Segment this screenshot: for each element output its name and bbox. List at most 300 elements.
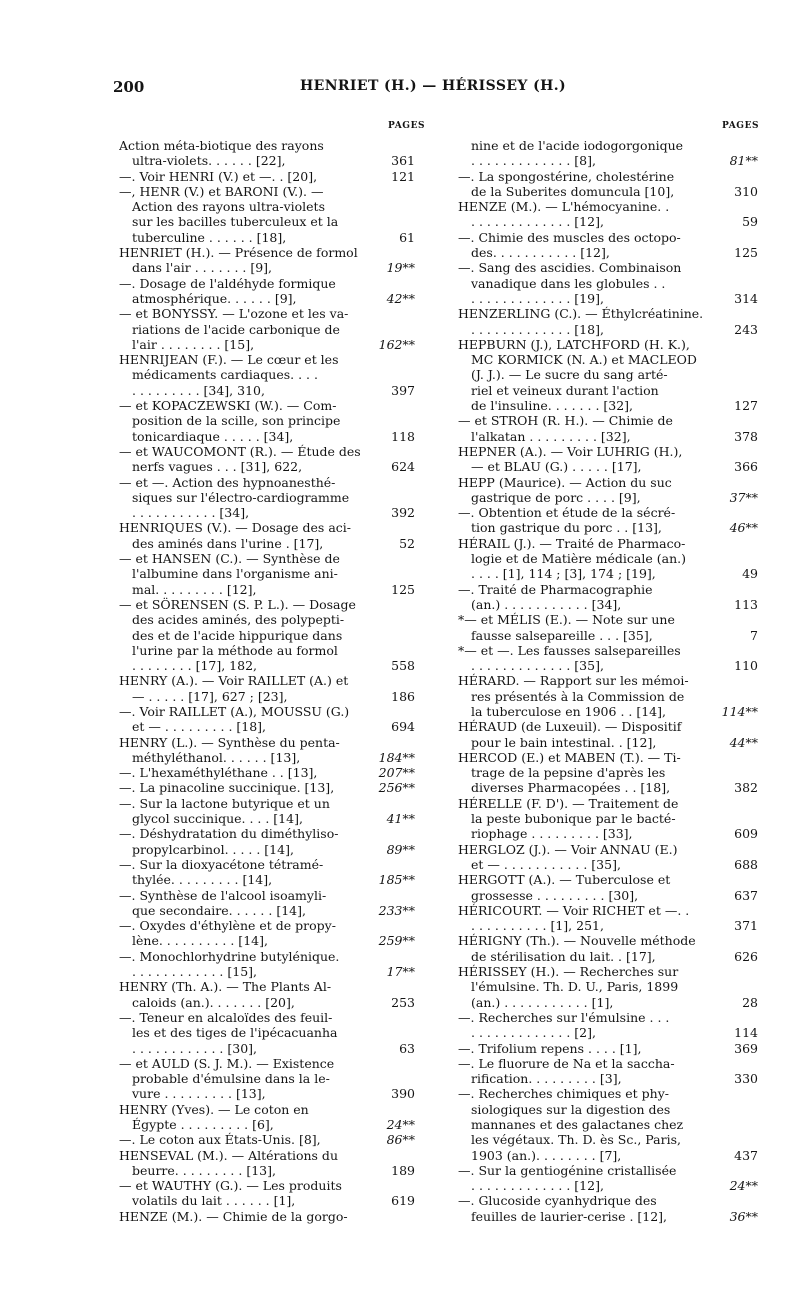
entry-text: glycol succinique. . . . [14], [132, 811, 303, 827]
index-entry-line [119, 658, 415, 673]
entry-page-ref [718, 367, 758, 382]
index-entry-line [119, 459, 415, 474]
entry-page-ref [718, 1163, 758, 1178]
index-entry-line [119, 245, 415, 260]
entry-page-ref: 52 [399, 535, 415, 551]
index-entry-line [119, 1132, 415, 1147]
entry-text: HERGOTT (A.). — Tuberculose et [458, 872, 671, 888]
entry-page-ref [371, 1056, 415, 1071]
entry-page-ref [718, 673, 758, 688]
index-entry-line [458, 1193, 758, 1208]
entry-page-ref [718, 260, 758, 275]
entry-page-ref [718, 811, 758, 826]
entry-text: (J. J.). — Le sucre du sang arté- [471, 367, 668, 383]
entry-page-ref [718, 750, 758, 765]
entry-page-ref [718, 612, 758, 627]
index-entry-line [119, 888, 415, 903]
entry-page-ref: 19** [386, 260, 415, 276]
entry-page-ref [718, 199, 758, 214]
index-entry-line [119, 337, 415, 352]
entry-page-ref [371, 857, 415, 872]
index-entry-line [458, 444, 758, 459]
entry-text: —. L'hexaméthyléthane . . [13], [119, 765, 318, 781]
entry-page-ref [371, 1071, 415, 1086]
entry-page-ref: 114** [721, 703, 758, 719]
entry-page-ref [718, 842, 758, 857]
index-entry-line [458, 1010, 758, 1025]
index-entry-line [458, 995, 758, 1010]
index-entry-line [458, 291, 758, 306]
entry-page-ref: 694 [391, 719, 415, 735]
index-entry-line [458, 367, 758, 382]
index-entry-line [458, 888, 758, 903]
entry-text: —. Sang des ascidies. Combinaison [458, 260, 682, 276]
entry-page-ref [718, 872, 758, 887]
index-entry-line [119, 842, 415, 857]
index-entry-line [119, 398, 415, 413]
entry-text: les et des tiges de l'ipécacuanha [132, 1025, 338, 1041]
entry-text: —. Oxydes d'éthylène et de propy- [119, 918, 336, 934]
entry-text: HÉRARD. — Rapport sur les mémoi- [458, 673, 689, 689]
entry-page-ref [718, 689, 758, 704]
entry-page-ref: 189 [391, 1162, 415, 1178]
entry-text: les végétaux. Th. D. ès Sc., Paris, [471, 1132, 681, 1148]
entry-page-ref [718, 1086, 758, 1101]
entry-text: HENRY (L.). — Synthèse du penta- [119, 734, 340, 750]
entry-text: sur les bacilles tuberculeux et la [132, 214, 339, 230]
index-entry-line [458, 658, 758, 673]
index-entry-line [458, 153, 758, 168]
index-entry-line [119, 933, 415, 948]
index-entry-line [119, 276, 415, 291]
entry-page-ref [371, 444, 415, 459]
entry-text: vure . . . . . . . . . [13], [132, 1086, 266, 1102]
entry-page-ref [718, 1010, 758, 1025]
index-entry-line [458, 1209, 758, 1224]
index-entry-line [458, 842, 758, 857]
entry-text: des et de l'acide hippurique dans [132, 627, 343, 643]
index-entry-line [458, 429, 758, 444]
entry-page-ref: 392 [391, 505, 415, 521]
index-entry-line [119, 536, 415, 551]
entry-text: propylcarbinol. . . . . [14], [132, 841, 294, 857]
entry-page-ref: 61 [399, 229, 415, 245]
entry-page-ref [718, 1102, 758, 1117]
entry-page-ref: 626 [734, 948, 758, 964]
entry-text: la tuberculose en 1906 . . [14], [471, 703, 666, 719]
index-entry-line [458, 1148, 758, 1163]
entry-page-ref [371, 520, 415, 535]
entry-text: tonicardiaque . . . . . [34], [132, 428, 294, 444]
entry-text: nerfs vagues . . . [31], 622, [132, 459, 303, 475]
index-entry-line [119, 1102, 415, 1117]
entry-text: —. Le fluorure de Na et la saccha- [458, 1055, 675, 1071]
entry-text: —. Sur la lactone butyrique et un [119, 795, 330, 811]
entry-page-ref [371, 796, 415, 811]
entry-text: des. . . . . . . . . . . [12], [471, 245, 610, 261]
right-column-pages-label: PAGES [722, 121, 760, 131]
entry-text: . . . . . . . . . . . . . [35], [471, 658, 604, 674]
index-entry-line [458, 230, 758, 245]
entry-text: —. Recherches sur l'émulsine . . . [458, 1009, 670, 1025]
entry-text: l'air . . . . . . . . [15], [132, 336, 255, 352]
entry-page-ref: 110 [734, 658, 758, 674]
entry-text: —. Voir RAILLET (A.), MOUSSU (G.) [119, 703, 350, 719]
entry-text: HÉRICOURT. — Voir RICHET et —. . [458, 902, 690, 918]
entry-text: méthyléthanol. . . . . . [13], [132, 749, 301, 765]
entry-text: et — . . . . . . . . . [18], [132, 719, 267, 735]
entry-page-ref: 42** [386, 290, 415, 306]
entry-text: — et WAUTHY (G.). — Les produits [119, 1178, 342, 1194]
index-entry-line [458, 566, 758, 581]
index-entry-line [458, 490, 758, 505]
index-entry-line [119, 199, 415, 214]
index-entry-line [458, 536, 758, 551]
entry-text: l'alkatan . . . . . . . . . [32], [471, 428, 631, 444]
index-entry-line [119, 566, 415, 581]
entry-page-ref [371, 918, 415, 933]
index-entry-line [119, 260, 415, 275]
entry-page-ref [718, 352, 758, 367]
entry-page-ref [371, 566, 415, 581]
entry-text: — et —. Action des hypnoanesthé- [119, 474, 336, 490]
entry-text: —. Synthèse de l'alcool isoamyli- [119, 887, 327, 903]
index-entry-line [119, 1010, 415, 1025]
index-entry-line [119, 1178, 415, 1193]
entry-page-ref [718, 505, 758, 520]
index-entry-line [119, 826, 415, 841]
entry-text: *— et MÉLIS (E.). — Note sur une [458, 612, 675, 628]
entry-page-ref [371, 138, 415, 153]
index-entry-line [119, 995, 415, 1010]
entry-page-ref: 125 [734, 245, 758, 261]
index-entry-line [119, 1041, 415, 1056]
entry-page-ref: 609 [734, 826, 758, 842]
left-column-pages-label: PAGES [388, 121, 426, 131]
entry-text: . . . . . . . . . . . . . [18], [471, 321, 604, 337]
index-entry-line [458, 857, 758, 872]
entry-text: — et HANSEN (C.). — Synthèse de [119, 551, 340, 567]
index-entry-line [119, 306, 415, 321]
entry-page-ref [718, 1132, 758, 1147]
index-entry-line [458, 1071, 758, 1086]
index-entry-line [119, 765, 415, 780]
entry-page-ref: 619 [391, 1193, 415, 1209]
index-entry-line [458, 383, 758, 398]
entry-page-ref: 86** [386, 1132, 415, 1148]
entry-text: l'albumine dans l'organisme ani- [132, 566, 338, 582]
entry-text: siques sur l'électro-cardiogramme [132, 489, 350, 505]
entry-text: . . . . . . . . . . . . . [2], [471, 1025, 596, 1041]
entry-page-ref [371, 704, 415, 719]
entry-page-ref: 184** [378, 749, 415, 765]
entry-page-ref [718, 1193, 758, 1208]
entry-page-ref [371, 322, 415, 337]
index-entry-line [119, 490, 415, 505]
entry-text: —. Recherches chimiques et phy- [458, 1086, 669, 1102]
entry-page-ref [371, 826, 415, 841]
index-entry-line [119, 1209, 415, 1224]
entry-page-ref: 310 [734, 183, 758, 199]
entry-page-ref: 371 [734, 918, 758, 934]
index-entry-line [458, 765, 758, 780]
index-entry-line [458, 1025, 758, 1040]
entry-text: HERGLOZ (J.). — Voir ANNAU (E.) [458, 841, 678, 857]
entry-text: dans l'air . . . . . . . [9], [132, 260, 273, 276]
entry-text: — et AULD (S. J. M.). — Existence [119, 1055, 335, 1071]
entry-text: . . . . . . . . . . . . . [12], [471, 1178, 604, 1194]
index-entry-line [119, 1086, 415, 1101]
running-title: HENRIET (H.) — HÉRISSEY (H.) [300, 78, 567, 94]
index-entry-line [119, 352, 415, 367]
entry-text: logie et de Matière médicale (an.) [471, 551, 686, 567]
entry-text: Égypte . . . . . . . . . [6], [132, 1117, 274, 1132]
index-entry-line [458, 735, 758, 750]
index-entry-line [119, 811, 415, 826]
index-entry-line [458, 276, 758, 291]
index-entry-line [119, 857, 415, 872]
entry-page-ref [371, 245, 415, 260]
index-entry-line [458, 643, 758, 658]
entry-text: — et SÖRENSEN (S. P. L.). — Dosage [119, 596, 356, 612]
index-entry-line [119, 169, 415, 184]
index-entry-line [119, 1193, 415, 1208]
entry-page-ref: 186 [391, 688, 415, 704]
index-entry-line [458, 949, 758, 964]
entry-page-ref: 46** [729, 520, 758, 536]
index-entry-line [119, 1148, 415, 1163]
entry-text: tion gastrique du porc . . [13], [471, 520, 662, 536]
index-entry-line [458, 1041, 758, 1056]
entry-text: res présentés à la Commission de [471, 688, 685, 704]
entry-text: — et KOPACZEWSKI (W.). — Com- [119, 398, 337, 414]
index-entry-line [458, 459, 758, 474]
index-entry-line [119, 750, 415, 765]
entry-text: probable d'émulsine dans la le- [132, 1071, 330, 1087]
entry-text: — et BONYSSY. — L'ozone et les va- [119, 306, 349, 322]
entry-text: . . . . . . . . . . . . . [19], [471, 290, 604, 306]
entry-page-ref [371, 628, 415, 643]
index-entry-line [119, 673, 415, 688]
entry-page-ref [371, 1010, 415, 1025]
entry-page-ref: 127 [734, 398, 758, 414]
index-entry-line [119, 367, 415, 382]
entry-page-ref [718, 413, 758, 428]
index-entry-line [119, 689, 415, 704]
entry-text: Action méta-biotique des rayons [119, 138, 324, 153]
entry-text: trage de la pepsine d'après les [471, 765, 666, 781]
entry-page-ref [371, 398, 415, 413]
entry-page-ref: 624 [391, 459, 415, 475]
entry-text: Action des rayons ultra-violets [132, 199, 325, 215]
entry-text: . . . . . . . . . . . . [15], [132, 964, 257, 980]
entry-page-ref [371, 888, 415, 903]
index-entry-line [458, 184, 758, 199]
index-entry-line [119, 444, 415, 459]
index-entry-line [458, 322, 758, 337]
entry-text: —. Trifolium repens . . . . [1], [458, 1040, 642, 1056]
index-entry-line [119, 475, 415, 490]
index-entry-line [119, 719, 415, 734]
index-entry-line [119, 1117, 415, 1132]
entry-text: . . . . . . . . . . . . . [8], [471, 153, 596, 169]
entry-page-ref [718, 796, 758, 811]
index-entry-line [119, 520, 415, 535]
entry-page-ref: 89** [386, 841, 415, 857]
entry-page-ref [718, 138, 758, 153]
index-entry-line [119, 413, 415, 428]
entry-text: —. Teneur en alcaloïdes des feuil- [119, 1009, 333, 1025]
entry-page-ref: 113 [734, 596, 758, 612]
entry-text: la peste bubonique par le bacté- [471, 811, 676, 827]
entry-text: . . . . [1], 114 ; [3], 174 ; [19], [471, 566, 656, 582]
entry-text: — et STROH (R. H.). — Chimie de [458, 413, 673, 429]
entry-page-ref: 121 [391, 168, 415, 184]
index-entry-line [119, 322, 415, 337]
entry-page-ref [371, 214, 415, 229]
index-entry-line [119, 979, 415, 994]
index-entry-line [458, 903, 758, 918]
entry-text: HENRY (Yves). — Le coton en [119, 1101, 309, 1117]
index-entry-line [458, 1056, 758, 1071]
index-entry-line [119, 383, 415, 398]
index-entry-line [458, 704, 758, 719]
entry-page-ref [718, 1117, 758, 1132]
entry-text: que secondaire. . . . . . [14], [132, 902, 306, 918]
entry-page-ref: 114 [734, 1025, 758, 1041]
index-entry-line [458, 918, 758, 933]
entry-page-ref [371, 413, 415, 428]
entry-text: . . . . . . . . . . . [34], [132, 505, 250, 521]
entry-page-ref: 688 [734, 856, 758, 872]
entry-text: l'émulsine. Th. D. U., Paris, 1899 [471, 979, 679, 995]
entry-text: riations de l'acide carbonique de [132, 321, 340, 337]
entry-text: MC KORMICK (N. A.) et MACLEOD [471, 352, 697, 368]
index-entry-line [458, 872, 758, 887]
entry-text: beurre. . . . . . . . . [13], [132, 1162, 276, 1178]
index-entry-line [458, 520, 758, 535]
index-column-left [119, 138, 415, 1224]
index-entry-line [119, 230, 415, 245]
index-entry-line [119, 1056, 415, 1071]
index-entry-line [458, 811, 758, 826]
index-entry-line [458, 689, 758, 704]
entry-text: de la Suberites domuncula [10], [471, 183, 675, 199]
entry-text: . . . . . . . . [17], 182, [132, 658, 258, 674]
index-entry-line [119, 872, 415, 887]
entry-page-ref: 17** [386, 964, 415, 980]
entry-page-ref [718, 903, 758, 918]
entry-page-ref: 369 [734, 1040, 758, 1056]
entry-page-ref: 378 [734, 428, 758, 444]
entry-text: HÉRIGNY (Th.). — Nouvelle méthode [458, 933, 696, 949]
entry-page-ref [371, 673, 415, 688]
index-entry-line [458, 612, 758, 627]
entry-page-ref: 233** [378, 902, 415, 918]
entry-page-ref: 41** [386, 811, 415, 827]
entry-text: HENRY (A.). — Voir RAILLET (A.) et [119, 673, 349, 689]
entry-page-ref [718, 230, 758, 245]
entry-text: diverses Pharmacopées . . [18], [471, 780, 671, 796]
index-entry-line [458, 1132, 758, 1147]
entry-page-ref: 81** [729, 153, 758, 169]
entry-text: riophage . . . . . . . . . [33], [471, 826, 633, 842]
entry-page-ref [371, 612, 415, 627]
index-entry-line [119, 597, 415, 612]
index-entry-line [458, 199, 758, 214]
entry-text: . . . . . . . . . . . . . [12], [471, 214, 604, 230]
entry-page-ref: 37** [729, 489, 758, 505]
entry-text: HEPP (Maurice). — Action du suc [458, 474, 672, 490]
index-entry-line [119, 505, 415, 520]
entry-text: HENRIJEAN (F.). — Le cœur et les [119, 352, 339, 368]
entry-page-ref: 7 [750, 627, 758, 643]
entry-page-ref [718, 306, 758, 321]
index-entry-line [119, 628, 415, 643]
entry-page-ref [718, 444, 758, 459]
index-entry-line [458, 750, 758, 765]
entry-page-ref [718, 582, 758, 597]
index-entry-line [458, 826, 758, 841]
entry-page-ref [718, 979, 758, 994]
index-entry-line [119, 1071, 415, 1086]
index-entry-line [458, 780, 758, 795]
entry-text: — et WAUCOMONT (R.). — Étude des [119, 443, 361, 459]
entry-page-ref [718, 551, 758, 566]
entry-page-ref: 185** [378, 872, 415, 888]
entry-text: —. Sur la dioxyacétone tétramé- [119, 856, 324, 872]
index-entry-line [458, 673, 758, 688]
entry-text: rification. . . . . . . . . [3], [471, 1071, 622, 1087]
entry-text: HENZERLING (C.). — Éthylcréatinine. [458, 306, 704, 322]
entry-text: HÉRAUD (de Luxeuil). — Dispositif [458, 719, 682, 735]
index-entry-line [458, 214, 758, 229]
entry-text: HENZE (M.). — L'hémocyanine. . [458, 199, 670, 215]
entry-page-ref [371, 475, 415, 490]
entry-page-ref [718, 383, 758, 398]
entry-text: HÉRISSEY (H.). — Recherches sur [458, 964, 679, 980]
index-entry-line [458, 245, 758, 260]
entry-page-ref [371, 643, 415, 658]
entry-text: gastrique de porc . . . . [9], [471, 489, 641, 505]
entry-text: caloids (an.). . . . . . . [20], [132, 994, 295, 1010]
entry-text: lène. . . . . . . . . . [14], [132, 933, 268, 949]
entry-text: —. Monochlorhydrine butylénique. [119, 948, 340, 964]
index-entry-line [119, 582, 415, 597]
entry-text: —. Déshydratation du diméthyliso- [119, 826, 339, 842]
entry-text: HÉRAIL (J.). — Traité de Pharmaco- [458, 535, 686, 551]
index-entry-line [458, 597, 758, 612]
entry-text: mal. . . . . . . . . [12], [132, 581, 257, 597]
entry-page-ref: 256** [378, 780, 415, 796]
entry-text: de l'insuline. . . . . . . [32], [471, 398, 634, 414]
entry-text: position de la scille, son principe [132, 413, 341, 429]
entry-page-ref [718, 765, 758, 780]
entry-text: vanadique dans les globules . . [471, 275, 666, 291]
entry-page-ref: 397 [391, 382, 415, 398]
entry-text: ultra-violets. . . . . . [22], [132, 153, 286, 169]
entry-page-ref: 330 [734, 1071, 758, 1087]
entry-page-ref: 36** [729, 1208, 758, 1224]
entry-text: 1903 (an.). . . . . . . . [7], [471, 1147, 622, 1163]
entry-page-ref [371, 949, 415, 964]
index-column-right [458, 138, 758, 1224]
index-entry-line [458, 551, 758, 566]
entry-page-ref [371, 1025, 415, 1040]
entry-text: tuberculine . . . . . . [18], [132, 229, 287, 245]
index-entry-line [458, 505, 758, 520]
index-entry-line [458, 796, 758, 811]
